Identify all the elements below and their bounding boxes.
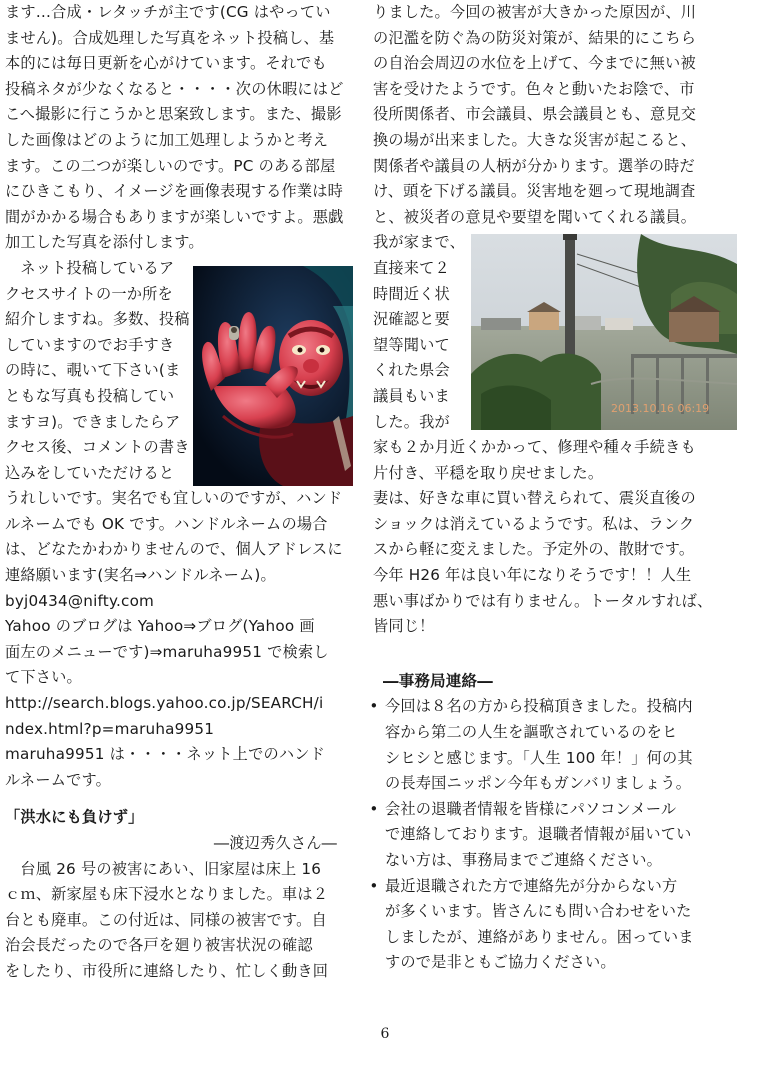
blog-url: http://search.blogs.yahoo.co.jp/SEARCH/i [5, 694, 324, 713]
flood-article-continued [373, 0, 741, 230]
text-line: ショックは消えているようです。私は、ランク [373, 514, 695, 533]
blog-url: ndex.html?p=maruha9951 [5, 719, 215, 738]
text-line: 面左のメニューです)⇒maruha9951 で検索し [5, 642, 329, 661]
photo-timestamp: 2013.10.16 06:19 [611, 402, 710, 415]
list-item [369, 797, 741, 874]
text-line: け、頭を下げる議員。災害地を廻って現地調査 [373, 182, 696, 201]
text-line: 最近退職された方で連絡先が分からない方 [385, 876, 678, 895]
flood-scene-illustration [471, 234, 737, 430]
contact-paragraph [5, 486, 345, 793]
text-line: 台とも廃車。この付近は、同様の被害です。自 [5, 910, 327, 929]
text-line: すので是非ともご協力ください。 [385, 953, 616, 972]
list-item [369, 694, 741, 796]
page-number: 6 [380, 1026, 390, 1042]
section-gap [373, 640, 741, 669]
article-body [5, 857, 345, 985]
text-line: て下さい。 [5, 668, 82, 687]
text-line: 役所関係者、市会議員、県会議員とも、意見交 [373, 105, 697, 124]
text-line: 議員もいま [373, 386, 450, 405]
office-notice-list [369, 694, 741, 976]
text-line: 紹介しますね。多数、投稿 [5, 310, 190, 329]
list-item [369, 874, 741, 976]
text-line: こへ撮影に行こうかと思案致します。また、撮影 [5, 105, 342, 124]
text-line: 台風 26 号の被害にあい、旧家屋は床上 16 [5, 859, 322, 878]
bullet-marker: • [369, 799, 379, 818]
text-line: 加工した写真を添付します。 [5, 233, 204, 252]
text-line: 今年 H26 年は良い年になりそうです！！人生 [373, 566, 692, 585]
text-line: Yahoo のブログは Yahoo⇒ブログ(Yahoo 画 [5, 617, 315, 636]
right-column [369, 0, 741, 976]
text-line: ません)。合成処理した写真をネット投稿し、基 [5, 28, 335, 47]
text-line: 今回は８名の方から投稿頂きました。投稿内 [385, 697, 693, 716]
intro-paragraph [5, 0, 345, 256]
text-line: の時に、覗いて下さい(ま [5, 361, 181, 380]
text-line: 込みをしていただけると [5, 463, 175, 482]
text-line: 時間近く状 [373, 284, 450, 303]
text-line: した。我が [373, 412, 450, 431]
text-line: 間がかかる場合もありますが楽しいですよ。悪戯 [5, 207, 344, 226]
text-line: の氾濫を防ぐ為の防災対策が、結果的にこちら [373, 28, 697, 47]
text-line: が多くいます。皆さんにも問い合わせをいた [385, 902, 692, 921]
text-line: していますのでお手すき [5, 335, 175, 354]
text-line: ない方は、事務局までご連絡ください。 [385, 851, 662, 869]
text-line: で連絡しております。退職者情報が届いてい [385, 825, 692, 844]
text-line: 直接来て２ [373, 258, 450, 277]
text-line: ルネームでも OK です。ハンドルネームの場合 [5, 514, 328, 533]
text-line: シヒシと感じます。「人生 100 年！」何の其 [385, 748, 693, 767]
text-line: 本的には毎日更新を心がけています。それでも [5, 54, 327, 73]
text-line: の自治会周辺の水位を上げて、今までに無い被 [373, 54, 696, 73]
left-column [5, 0, 345, 985]
text-line: 家も２か月近くかかって、修理や種々手続きも [373, 438, 696, 457]
text-line: 連絡願います(実名⇒ハンドルネーム)。 [5, 566, 276, 585]
text-line: 望等聞いて [373, 335, 450, 354]
text-line: しましたが、連絡がありません。困っていま [385, 927, 694, 946]
text-line: 会社の退職者情報を皆様にパソコンメール [385, 799, 677, 818]
demon-statue-illustration [193, 266, 353, 486]
bullet-marker: • [369, 876, 379, 895]
text-line: うれしいです。実名でも宜しいのですが、ハンド [5, 489, 343, 508]
text-line: 悪い事ばかりでは有りません。トータルすれば、 [373, 591, 713, 610]
text-line: 換の場が出来ました。大きな災害が起こると、 [373, 130, 697, 149]
text-line: 況確認と要 [373, 310, 450, 329]
text-line: 片付き、平穏を取り戻せました。 [373, 463, 604, 482]
text-line: クセス後、コメントの書き [5, 438, 190, 457]
text-line: 妻は、好きな車に買い替えられて、震災直後の [373, 489, 696, 508]
flood-photo [471, 234, 737, 430]
text-line: 害を受けたようです。色々と動いたお陰で、市 [373, 79, 695, 98]
article-title: 「洪水にも負けず」 [5, 808, 144, 827]
article-author: ―渡辺秀久さん― [213, 834, 337, 852]
text-line: スから軽に変えました。予定外の、散財です。 [373, 540, 695, 559]
text-line: 治会長だったので各戸を廻り被害状況の確認 [5, 936, 313, 955]
text-line: にひきこもり、イメージを画像表現する作業は時 [5, 182, 344, 201]
text-line: 投稿ネタが少なくなると・・・・次の休暇にはど [5, 79, 344, 98]
text-line: ルネームです。 [5, 770, 112, 789]
text-line: クセスサイトの一か所を [5, 284, 173, 303]
text-line: 関係者や議員の人柄が分かります。選挙の時だ [373, 156, 695, 175]
text-line: と、被災者の意見や要望を聞いてくれる議員。 [373, 207, 697, 226]
text-line: をしたり、市役所に連絡したり、忙しく動き回 [5, 961, 329, 980]
text-line: maruha9951 は・・・・ネット上でのハンド [5, 745, 326, 764]
text-line: ｃｍ、新家屋も床下浸水となりました。車は２ [5, 885, 329, 904]
bullet-marker: • [369, 697, 379, 716]
text-line: 我が家まで、 [373, 233, 466, 252]
text-line: ます。この二つが楽しいのです。PC のある部屋 [5, 156, 336, 175]
text-line: りました。今回の被害が大きかった原因が、川 [373, 3, 697, 21]
text-line: の長寿国ニッポン今年もガンバリましょう。 [385, 774, 692, 793]
email-address: byj0434@nifty.com [5, 591, 155, 610]
text-line: ともな写真も投稿してい [5, 386, 175, 405]
text-line: は、どなたかわかりませんので、個人アドレスに [5, 540, 343, 559]
recovery-paragraph [373, 435, 741, 640]
demon-statue-photo [193, 266, 353, 486]
text-line: ネット投稿しているア [5, 258, 175, 277]
office-notice-heading: ―事務局連絡― [383, 671, 493, 690]
text-line: ます…合成・レタッチが主です(CG はやってい [5, 3, 331, 21]
text-line: くれた県会 [373, 361, 450, 380]
text-line: 容から第二の人生を謳歌されているのをヒ [385, 723, 678, 742]
text-line: した画像はどのように加工処理しようかと考え [5, 130, 329, 149]
text-line: ますヨ)。できましたらア [5, 412, 181, 431]
text-line: 皆同じ！ [373, 617, 435, 636]
